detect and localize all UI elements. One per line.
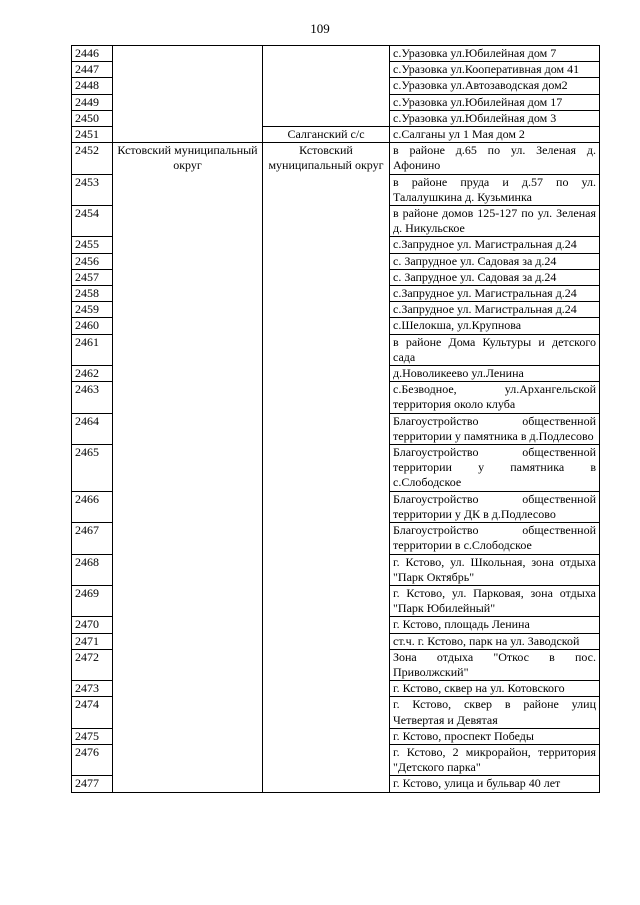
district-cell-empty: [113, 46, 263, 143]
address-cell: г. Кстово, улица и бульвар 40 лет: [390, 776, 600, 792]
table-row: [72, 46, 600, 62]
address-cell: г. Кстово, ул. Парковая, зона отдыха "Парк Юбилейный": [390, 585, 600, 616]
row-number: 2453: [72, 174, 113, 205]
municipality-cell-empty: [263, 46, 390, 127]
row-number: 2447: [72, 62, 113, 78]
row-number: 2469: [72, 585, 113, 616]
address-cell: в районе Дома Культуры и детского сада: [390, 334, 600, 365]
municipality-cell: Кстовский муниципальный округ: [263, 143, 390, 792]
address-cell: с.Уразовка ул.Кооперативная дом 41: [390, 62, 600, 78]
address-cell: с.Уразовка ул.Автозаводская дом2: [390, 78, 600, 94]
address-cell: Зона отдыха "Откос в пос. Приволжский": [390, 649, 600, 680]
address-cell: с.Запрудное ул. Магистральная д.24: [390, 302, 600, 318]
row-number: 2466: [72, 491, 113, 522]
row-number: 2462: [72, 366, 113, 382]
address-cell: г. Кстово, сквер на ул. Котовского: [390, 681, 600, 697]
row-number: 2446: [72, 46, 113, 62]
row-number: 2448: [72, 78, 113, 94]
row-number: 2470: [72, 617, 113, 633]
row-number: 2472: [72, 649, 113, 680]
address-cell: с.Уразовка ул.Юбилейная дом 3: [390, 110, 600, 126]
row-number: 2460: [72, 318, 113, 334]
page-number: 109: [310, 21, 330, 36]
address-cell: Благоустройство общественной территории в с.Слободское: [390, 523, 600, 554]
address-cell: г. Кстово, 2 микрорайон, территория "Детского парка": [390, 744, 600, 775]
district-cell: Кстовский муниципальный округ: [113, 143, 263, 792]
row-number: 2456: [72, 253, 113, 269]
row-number: 2463: [72, 382, 113, 413]
address-cell: в районе домов 125-127 по ул. Зеленая д. Никульское: [390, 206, 600, 237]
municipality-cell: Салганский с/с: [263, 127, 390, 143]
address-cell: Благоустройство общественной территории у памятника в д.Подлесово: [390, 413, 600, 444]
address-cell: с.Уразовка ул.Юбилейная дом 7: [390, 46, 600, 62]
address-cell: ст.ч. г. Кстово, парк на ул. Заводской: [390, 633, 600, 649]
address-cell: с.Салганы ул 1 Мая дом 2: [390, 127, 600, 143]
row-number: 2455: [72, 237, 113, 253]
row-number: 2449: [72, 94, 113, 110]
row-number: 2468: [72, 554, 113, 585]
address-cell: Благоустройство общественной территории у памятника в с.Слободское: [390, 445, 600, 492]
address-cell: с.Запрудное ул. Магистральная д.24: [390, 286, 600, 302]
row-number: 2458: [72, 286, 113, 302]
address-cell: в районе пруда и д.57 по ул. Талалушкина д. Кузьминка: [390, 174, 600, 205]
address-cell: в районе д.65 по ул. Зеленая д. Афонино: [390, 143, 600, 174]
row-number: 2459: [72, 302, 113, 318]
address-cell: г. Кстово, сквер в районе улиц Четвертая и Девятая: [390, 697, 600, 728]
row-number: 2465: [72, 445, 113, 492]
row-number: 2454: [72, 206, 113, 237]
address-cell: Благоустройство общественной территории у ДК в д.Подлесово: [390, 491, 600, 522]
row-number: 2457: [72, 269, 113, 285]
address-cell: с.Шелокша, ул.Крупнова: [390, 318, 600, 334]
address-cell: с. Запрудное ул. Садовая за д.24: [390, 269, 600, 285]
address-cell: с.Уразовка ул.Юбилейная дом 17: [390, 94, 600, 110]
table-row: [72, 143, 600, 174]
row-number: 2474: [72, 697, 113, 728]
address-cell: г. Кстово, площадь Ленина: [390, 617, 600, 633]
address-cell: с.Запрудное ул. Магистральная д.24: [390, 237, 600, 253]
row-number: 2464: [72, 413, 113, 444]
row-number: 2467: [72, 523, 113, 554]
row-number: 2475: [72, 728, 113, 744]
row-number: 2450: [72, 110, 113, 126]
row-number: 2471: [72, 633, 113, 649]
row-number: 2477: [72, 776, 113, 792]
row-number: 2461: [72, 334, 113, 365]
registry-table: [71, 45, 600, 793]
address-cell: г. Кстово, ул. Школьная, зона отдыха "Парк Октябрь": [390, 554, 600, 585]
row-number: 2473: [72, 681, 113, 697]
address-cell: д.Новоликеево ул.Ленина: [390, 366, 600, 382]
address-cell: с. Запрудное ул. Садовая за д.24: [390, 253, 600, 269]
address-cell: г. Кстово, проспект Победы: [390, 728, 600, 744]
row-number: 2451: [72, 127, 113, 143]
row-number: 2452: [72, 143, 113, 174]
address-cell: с.Безводное, ул.Архангельской территория около клуба: [390, 382, 600, 413]
row-number: 2476: [72, 744, 113, 775]
